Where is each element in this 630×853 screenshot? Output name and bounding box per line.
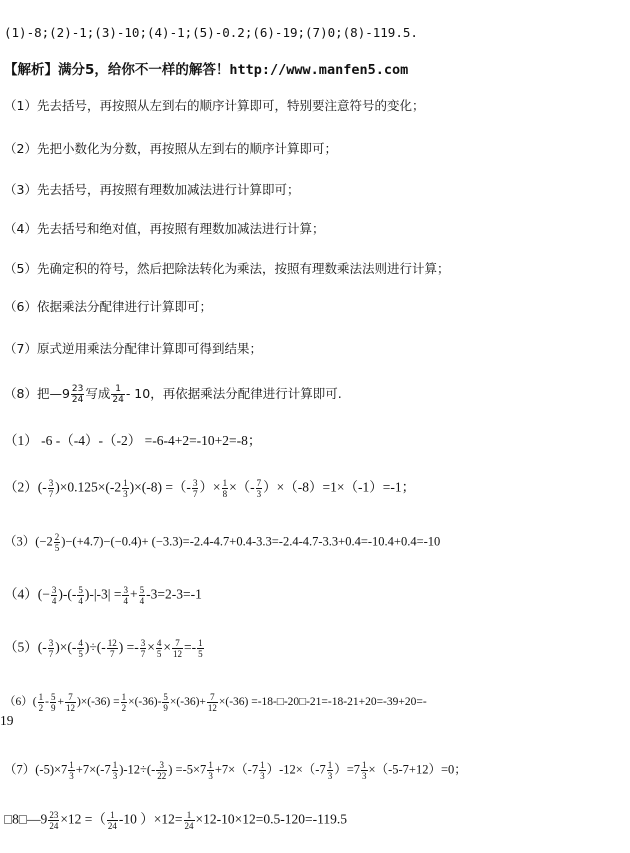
- fraction: $\frac{4}{5}$: [156, 638, 162, 659]
- fraction: $\frac{23}{24}$: [49, 810, 59, 831]
- fraction: $\frac{4}{5}$: [78, 638, 83, 659]
- fraction: $\frac{1}{2}$: [38, 692, 44, 713]
- fraction: $\frac{5}{4}$: [78, 585, 83, 606]
- fraction: $\frac{3}{7}$: [192, 478, 198, 499]
- fraction: $\frac{12}{7}$: [107, 638, 117, 659]
- step-4: （4）先去括号和绝对值，再按照有理数加减法进行计算；: [4, 221, 325, 236]
- fraction: $\frac{1}{3}$: [123, 478, 128, 499]
- fraction: $\frac{1}{3}$: [208, 760, 213, 781]
- fraction: $\frac{1}{8}$: [222, 478, 228, 499]
- analysis-title: 【解析】满分5，给你不一样的解答！: [4, 62, 230, 78]
- step-8: （8）把—9 $\frac{23}{24}$ 写成 $\frac{1}{24}$ - 10，再依据乘法分配律进行计算即可.: [4, 384, 342, 405]
- fraction: $\frac{3}{7}$: [48, 638, 54, 659]
- solution-4: （4）(− $\frac{3}{4}$ )-(- $\frac{5}{4}$ )-|-3| = $\frac{3}{4}$ + $\frac{5}{4}$ -3=2-3=-1: [4, 585, 202, 606]
- fraction: $\frac{1}{3}$: [69, 760, 74, 781]
- step-5: （5）先确定积的符号，然后把除法转化为乘法，按照有理数乘法法则进行计算；: [4, 261, 450, 276]
- solution-5: （5）(- $\frac{3}{7}$ )×(- $\frac{4}{5}$ )÷(- $\frac{12}{7}$ ) =- $\frac{3}{7}$ × $\frac{4}{5}$ × $\frac{7}{12}$ =- $\frac{1}{5}$: [4, 638, 203, 659]
- fraction: $\frac{1}{3}$: [112, 760, 118, 781]
- solution-6: （6）( $\frac{1}{2}$ - $\frac{5}{9}$ + $\frac{7}{12}$ )×(-36) = $\frac{1}{2}$ ×(-36)- $\frac{5}{9}$ ×(-36)+ $\frac{7}{12}$ ×(-36) =-18-□-20□-21=-18-21+20=-39+20=-: [4, 692, 427, 713]
- solution-7: （7）(-5)×7 $\frac{1}{3}$ +7×(-7 $\frac{1}{3}$ )-12÷(- $\frac{3}{22}$ ) =-5×7 $\frac{1}{3}$ +7×（-7 $\frac{1}{3}$ ）-12×（-7 $\frac{1}{3}$ ）=7 $\frac{1}{3}$ ×（-5-7+12）=0；: [4, 760, 467, 781]
- solution-3: （3）(−2 $\frac{2}{5}$ )−(+4.7)−(−0.4)+ (−3.3)=-2.4-4.7+0.4-3.3=-2.4-4.7-3.3+0.4=-10.4+0.4=-10: [4, 532, 441, 553]
- fraction: $\frac{3}{22}$: [157, 760, 167, 781]
- fraction: $\frac{5}{9}$: [50, 692, 56, 713]
- fraction: $\frac{1}{5}$: [198, 638, 203, 659]
- fraction: $\frac{7}{12}$: [65, 692, 75, 713]
- fraction: $\frac{1}{3}$: [362, 760, 367, 781]
- solution-1: （1） -6 -（-4）-（-2） =-6-4+2=-10+2=-8；: [4, 433, 262, 448]
- step-3: （3）先去括号，再按照有理数加减法进行计算即可；: [4, 182, 300, 197]
- fraction: $\frac{1}{24}$: [107, 810, 117, 831]
- fraction: $\frac{1}{3}$: [327, 760, 333, 781]
- fraction: $\frac{5}{4}$: [139, 585, 145, 606]
- fraction: $\frac{1}{3}$: [260, 760, 265, 781]
- fraction: $\frac{3}{4}$: [51, 585, 57, 606]
- step-2: （2）先把小数化为分数，再按照从左到右的顺序计算即可；: [4, 141, 337, 156]
- answers-line: (1)-8;(2)-1;(3)-10;(4)-1;(5)-0.2;(6)-19;(7)0;(8)-119.5.: [4, 25, 418, 40]
- fraction: $\frac{1}{2}$: [121, 692, 127, 713]
- analysis-url: http://www.manfen5.com: [229, 62, 409, 78]
- step-7: （7）原式逆用乘法分配律计算即可得到结果；: [4, 341, 262, 356]
- fraction: $\frac{5}{9}$: [163, 692, 168, 713]
- fraction: $\frac{3}{4}$: [123, 585, 128, 606]
- analysis-header: [4, 61, 408, 79]
- solution-2: （2）(- $\frac{3}{7}$ )×0.125×(-2 $\frac{1}{3}$ )×(-8) =（- $\frac{3}{7}$ ）× $\frac{1}{8}$ ×（- $\frac{7}{3}$ ）×（-8）=1×（-1）=-1；: [4, 478, 416, 499]
- fraction: $\frac{7}{12}$: [173, 638, 182, 659]
- fraction: $\frac{1}{24}$: [184, 810, 194, 831]
- solution-8: □8□—9 $\frac{23}{24}$ ×12 =（ $\frac{1}{24}$ -10 ）×12= $\frac{1}{24}$ ×12-10×12=0.5-120=-119.5: [4, 810, 347, 831]
- fraction: $\frac{2}{5}$: [54, 532, 60, 553]
- fraction: $\frac{1}{24}$: [112, 384, 124, 405]
- fraction: $\frac{23}{24}$: [71, 384, 84, 405]
- fraction: $\frac{7}{3}$: [256, 478, 262, 499]
- fraction: $\frac{3}{7}$: [48, 478, 54, 499]
- step-1: （1）先去括号，再按照从左到右的顺序计算即可，特别要注意符号的变化；: [4, 98, 425, 113]
- solution-6-continued: 19: [0, 713, 14, 728]
- step-6: （6）依据乘法分配律进行计算即可；: [4, 299, 212, 314]
- fraction: $\frac{3}{7}$: [140, 638, 146, 659]
- fraction: $\frac{7}{12}$: [207, 692, 217, 713]
